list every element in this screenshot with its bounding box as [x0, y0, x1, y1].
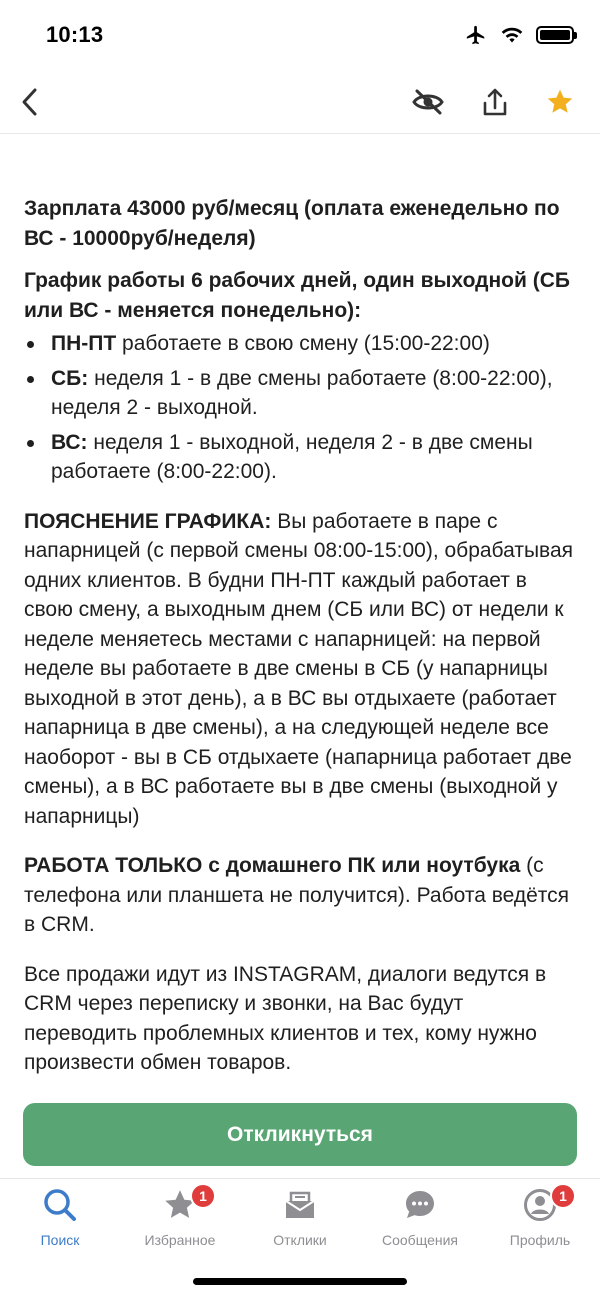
- envelope-icon: [283, 1188, 317, 1222]
- back-button[interactable]: [8, 80, 52, 124]
- sales-description: Все продажи идут из INSTAGRAM, диалоги ведутся в CRM через переписку и звонки, на Вас будут переводить проблемных клиентов и тех, кому нужно произвести обмен товаров.: [24, 962, 547, 1074]
- list-item: СБ: неделя 1 - в две смены работаете (8:00-22:00), неделя 2 - выходной.: [24, 364, 576, 423]
- status-time: 10:13: [46, 22, 104, 47]
- tab-responses[interactable]: [240, 1185, 360, 1251]
- tab-messages[interactable]: [360, 1185, 480, 1251]
- tab-profile[interactable]: [480, 1185, 600, 1251]
- favorite-button[interactable]: [538, 80, 582, 124]
- status-icons: [464, 24, 574, 46]
- chevron-left-icon: [20, 87, 40, 117]
- share-button[interactable]: [473, 80, 517, 124]
- schedule-list: [24, 329, 576, 487]
- wifi-icon: [500, 26, 524, 44]
- vacancy-description: [0, 134, 600, 1088]
- list-item: ПН-ПТ работаете в свою смену (15:00-22:00): [24, 329, 576, 359]
- battery-icon: [536, 26, 574, 44]
- star-icon: [545, 87, 575, 117]
- status-bar: [0, 0, 600, 70]
- tab-label: Избранное: [144, 1232, 216, 1248]
- tab-favorites[interactable]: [120, 1185, 240, 1251]
- favorites-badge: 1: [190, 1183, 216, 1209]
- pc-requirement: РАБОТА ТОЛЬКО с домашнего ПК или ноутбука (с телефона или планшета не получится). Работа ведётся в CRM.: [24, 854, 570, 936]
- home-indicator: [193, 1278, 407, 1285]
- hide-button[interactable]: [406, 80, 450, 124]
- salary-text: Зарплата 43000 руб/месяц (оплата еженедельно по ВС - 10000руб/неделя): [24, 197, 560, 250]
- tab-label: Отклики: [273, 1232, 327, 1248]
- tab-label: Профиль: [509, 1232, 571, 1248]
- schedule-title: График работы 6 рабочих дней, один выходной (СБ или ВС - меняется понедельно):: [24, 269, 570, 322]
- search-icon: [42, 1187, 78, 1223]
- list-item: ВС: неделя 1 - выходной, неделя 2 - в две смены работаете (8:00-22:00).: [24, 428, 576, 487]
- tab-label: Сообщения: [382, 1232, 458, 1248]
- share-icon: [481, 87, 509, 117]
- chat-icon: [402, 1187, 438, 1223]
- nav-bar: [0, 70, 600, 134]
- respond-button[interactable]: Откликнуться: [23, 1103, 577, 1166]
- tab-label: Поиск: [40, 1232, 80, 1248]
- eye-off-icon: [411, 87, 445, 117]
- airplane-icon: [464, 24, 488, 46]
- tab-search[interactable]: [0, 1185, 120, 1251]
- profile-badge: 1: [550, 1183, 576, 1209]
- schedule-explanation: ПОЯСНЕНИЕ ГРАФИКА: Вы работаете в паре с напарницей (с первой смены 08:00-15:00), обрабатывая одних клиентов. В будни ПН-ПТ каждый работает в свою смену, а выходным днем (СБ или ВС) от недели к неделе меняетесь местами с напарницей: на первой неделе вы работаете в две смены в СБ (у напарницы выходной в этот день), а в ВС вы отдыхаете (работает напарница в две смены), а на следующей неделе все наоборот - вы в СБ отдыхаете (напарница работает две смены), а в ВС работаете вы в две смены (выходной у напарницы): [24, 509, 574, 828]
